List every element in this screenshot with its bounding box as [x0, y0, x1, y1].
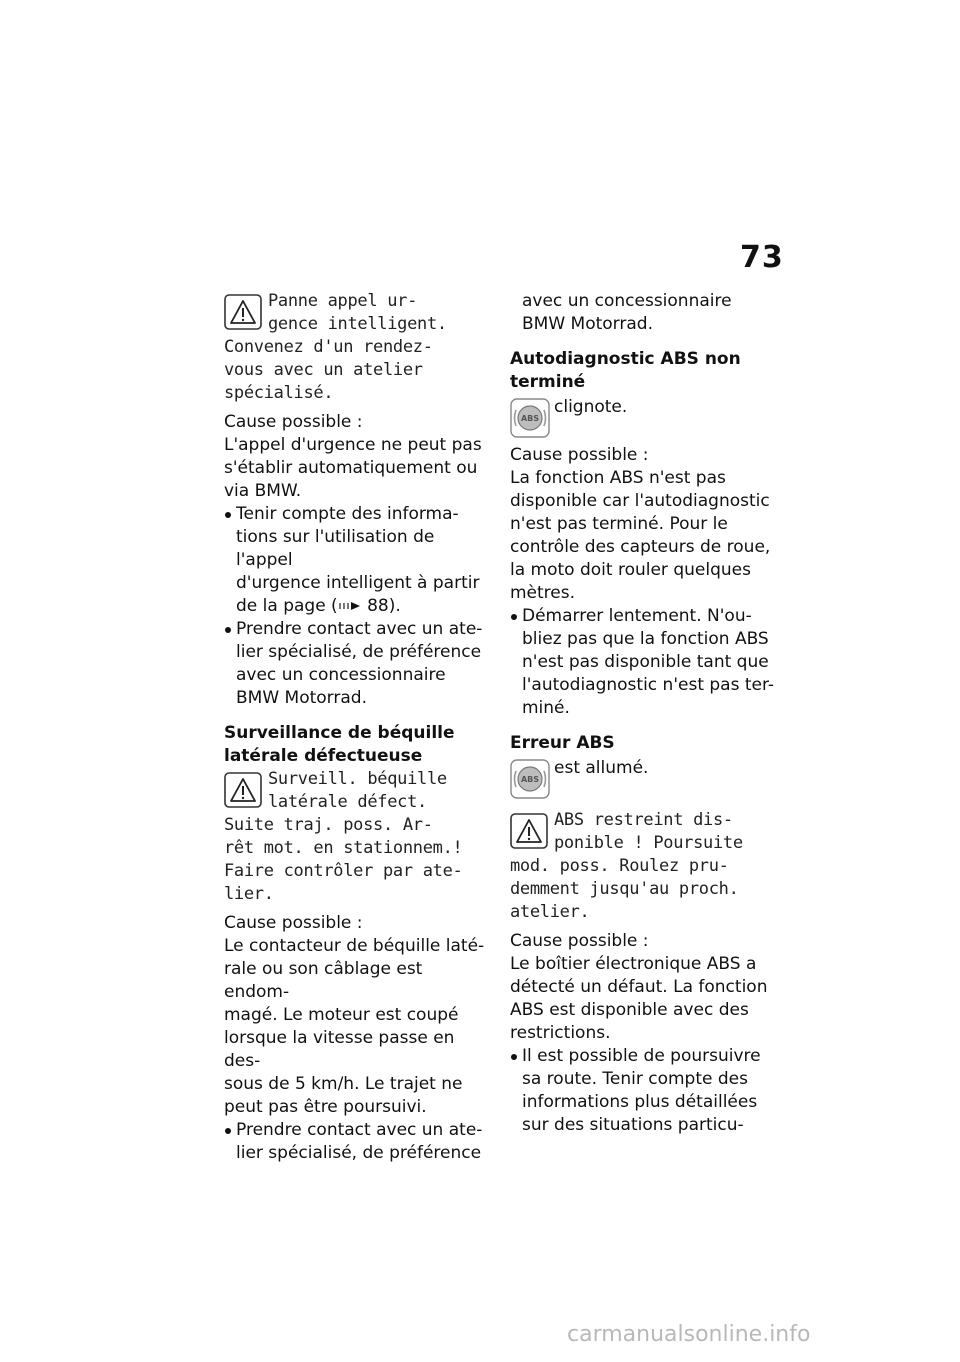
- cause-line: contrôle des capteurs de roue,: [510, 537, 771, 557]
- warning-line: vous avec un atelier: [224, 360, 423, 380]
- warning-emergency-call: [224, 290, 492, 405]
- left-column: [224, 290, 492, 1165]
- cause-line: lorsque la vitesse passe en des-: [224, 1028, 455, 1071]
- bullet-line: BMW Motorrad.: [236, 688, 367, 708]
- watermark: carmanualsonline.info: [567, 1322, 811, 1347]
- bullet-item: [510, 605, 778, 628]
- cause-line: restrictions.: [510, 1023, 611, 1043]
- bullet-list: [510, 1045, 778, 1068]
- cause-line: sous de 5 km/h. Le trajet ne: [224, 1074, 463, 1094]
- warning-line: Surveill. béquille: [268, 769, 447, 789]
- warning-abs-restricted: [510, 809, 778, 924]
- svg-text:ABS: ABS: [520, 775, 540, 784]
- warning-sidestand: [224, 768, 492, 906]
- cause-line: La fonction ABS n'est pas: [510, 468, 726, 488]
- cause-label: Cause possible :: [510, 445, 649, 465]
- bullet-line: BMW Motorrad.: [522, 314, 653, 334]
- bullet-line: bliez pas que la fonction ABS: [522, 629, 769, 649]
- abs-warning-icon: [510, 398, 550, 438]
- bullet-line: avec un concessionnaire: [522, 291, 732, 311]
- warning-line: Suite traj. poss. Ar-: [224, 815, 433, 835]
- bullet-line: informations plus détaillées: [522, 1092, 758, 1112]
- bullet-line: l'autodiagnostic n'est pas ter-: [522, 675, 775, 695]
- cause-line: Le boîtier électronique ABS a: [510, 954, 757, 974]
- bullet-line: Prendre contact avec un ate-: [236, 619, 483, 639]
- cause-line: ABS est disponible avec des: [510, 1000, 749, 1020]
- warning-line: latérale défect.: [268, 792, 427, 812]
- warning-line: mod. poss. Roulez pru-: [510, 856, 729, 876]
- cause-label: Cause possible :: [510, 931, 649, 951]
- abs-warning-icon: [510, 759, 550, 799]
- bullet-list: [224, 503, 492, 526]
- warning-line: rêt mot. en stationnem.!: [224, 838, 463, 858]
- cause-line: s'établir automatiquement ou: [224, 458, 478, 478]
- warning-triangle-icon: [224, 772, 262, 808]
- warning-line: Faire contrôler par ate-: [224, 861, 463, 881]
- cause-label: Cause possible :: [224, 913, 363, 933]
- cause-line: détecté un défaut. La fonction: [510, 977, 768, 997]
- warning-line: spécialisé.: [224, 383, 334, 403]
- bullet-list: [224, 1119, 492, 1142]
- section-heading: Autodiagnostic ABS non: [510, 349, 741, 369]
- cause-line: magé. Le moteur est coupé: [224, 1005, 459, 1025]
- warning-line: gence intelligent.: [268, 314, 447, 334]
- svg-text:ABS: ABS: [520, 414, 540, 423]
- bullet-line: miné.: [522, 698, 570, 718]
- bullet-item: [224, 503, 492, 526]
- warning-triangle-icon: [224, 294, 262, 330]
- abs-indicator-row: [510, 396, 778, 442]
- warning-line: atelier.: [510, 902, 590, 922]
- cause-line: via BMW.: [224, 481, 302, 501]
- warning-line: ponible ! Poursuite: [554, 833, 743, 853]
- bullet-list: [510, 605, 778, 628]
- cause-line: n'est pas terminé. Pour le: [510, 514, 728, 534]
- bullet-line: lier spécialisé, de préférence: [236, 1143, 482, 1163]
- reference-arrow-icon: [338, 600, 362, 612]
- section-heading: terminé: [510, 372, 586, 392]
- bullet-item: [224, 618, 492, 641]
- warning-line: Convenez d'un rendez-: [224, 337, 433, 357]
- cause-line: mètres.: [510, 583, 576, 603]
- reference-page: 88).: [361, 596, 401, 616]
- cause-label: Cause possible :: [224, 412, 363, 432]
- bullet-line: sur des situations particu-: [522, 1115, 744, 1135]
- bullet-line: d'urgence intelligent à partir: [236, 573, 480, 593]
- abs-status-text: est allumé.: [554, 758, 649, 778]
- reference-text: de la page (: [236, 596, 338, 616]
- abs-indicator-row: [510, 757, 778, 803]
- bullet-line: Il est possible de poursuivre: [522, 1046, 761, 1066]
- cause-line: la moto doit rouler quelques: [510, 560, 751, 580]
- warning-line: ABS restreint dis-: [554, 810, 733, 830]
- bullet-line: n'est pas disponible tant que: [522, 652, 769, 672]
- section-heading: latérale défectueuse: [224, 746, 423, 766]
- bullet-item: [224, 1119, 492, 1142]
- cause-line: rale ou son câblage est endom-: [224, 959, 423, 1002]
- warning-triangle-icon: [510, 813, 548, 849]
- cause-line: disponible car l'autodiagnostic: [510, 491, 770, 511]
- page-number: 73: [740, 240, 784, 275]
- bullet-line: avec un concessionnaire: [236, 665, 446, 685]
- cause-line: peut pas être poursuivi.: [224, 1097, 427, 1117]
- right-column: [510, 290, 778, 1137]
- section-heading: Surveillance de béquille: [224, 723, 455, 743]
- bullet-item: [510, 1045, 778, 1068]
- abs-status-text: clignote.: [554, 397, 628, 417]
- cause-line: Le contacteur de béquille laté-: [224, 936, 485, 956]
- page-reference[interactable]: [224, 595, 492, 618]
- bullet-line: Prendre contact avec un ate-: [236, 1120, 483, 1140]
- bullet-list: [224, 618, 492, 641]
- bullet-line: lier spécialisé, de préférence: [236, 642, 482, 662]
- bullet-line: Démarrer lentement. N'ou-: [522, 606, 752, 626]
- warning-line: lier.: [224, 884, 274, 904]
- bullet-line: sa route. Tenir compte des: [522, 1069, 748, 1089]
- warning-line: Panne appel ur-: [268, 291, 418, 311]
- cause-line: L'appel d'urgence ne peut pas: [224, 435, 482, 455]
- section-heading: Erreur ABS: [510, 733, 615, 753]
- bullet-line: Tenir compte des informa-: [236, 504, 459, 524]
- warning-line: demment jusqu'au proch.: [510, 879, 739, 899]
- bullet-line: tions sur l'utilisation de l'appel: [236, 527, 435, 570]
